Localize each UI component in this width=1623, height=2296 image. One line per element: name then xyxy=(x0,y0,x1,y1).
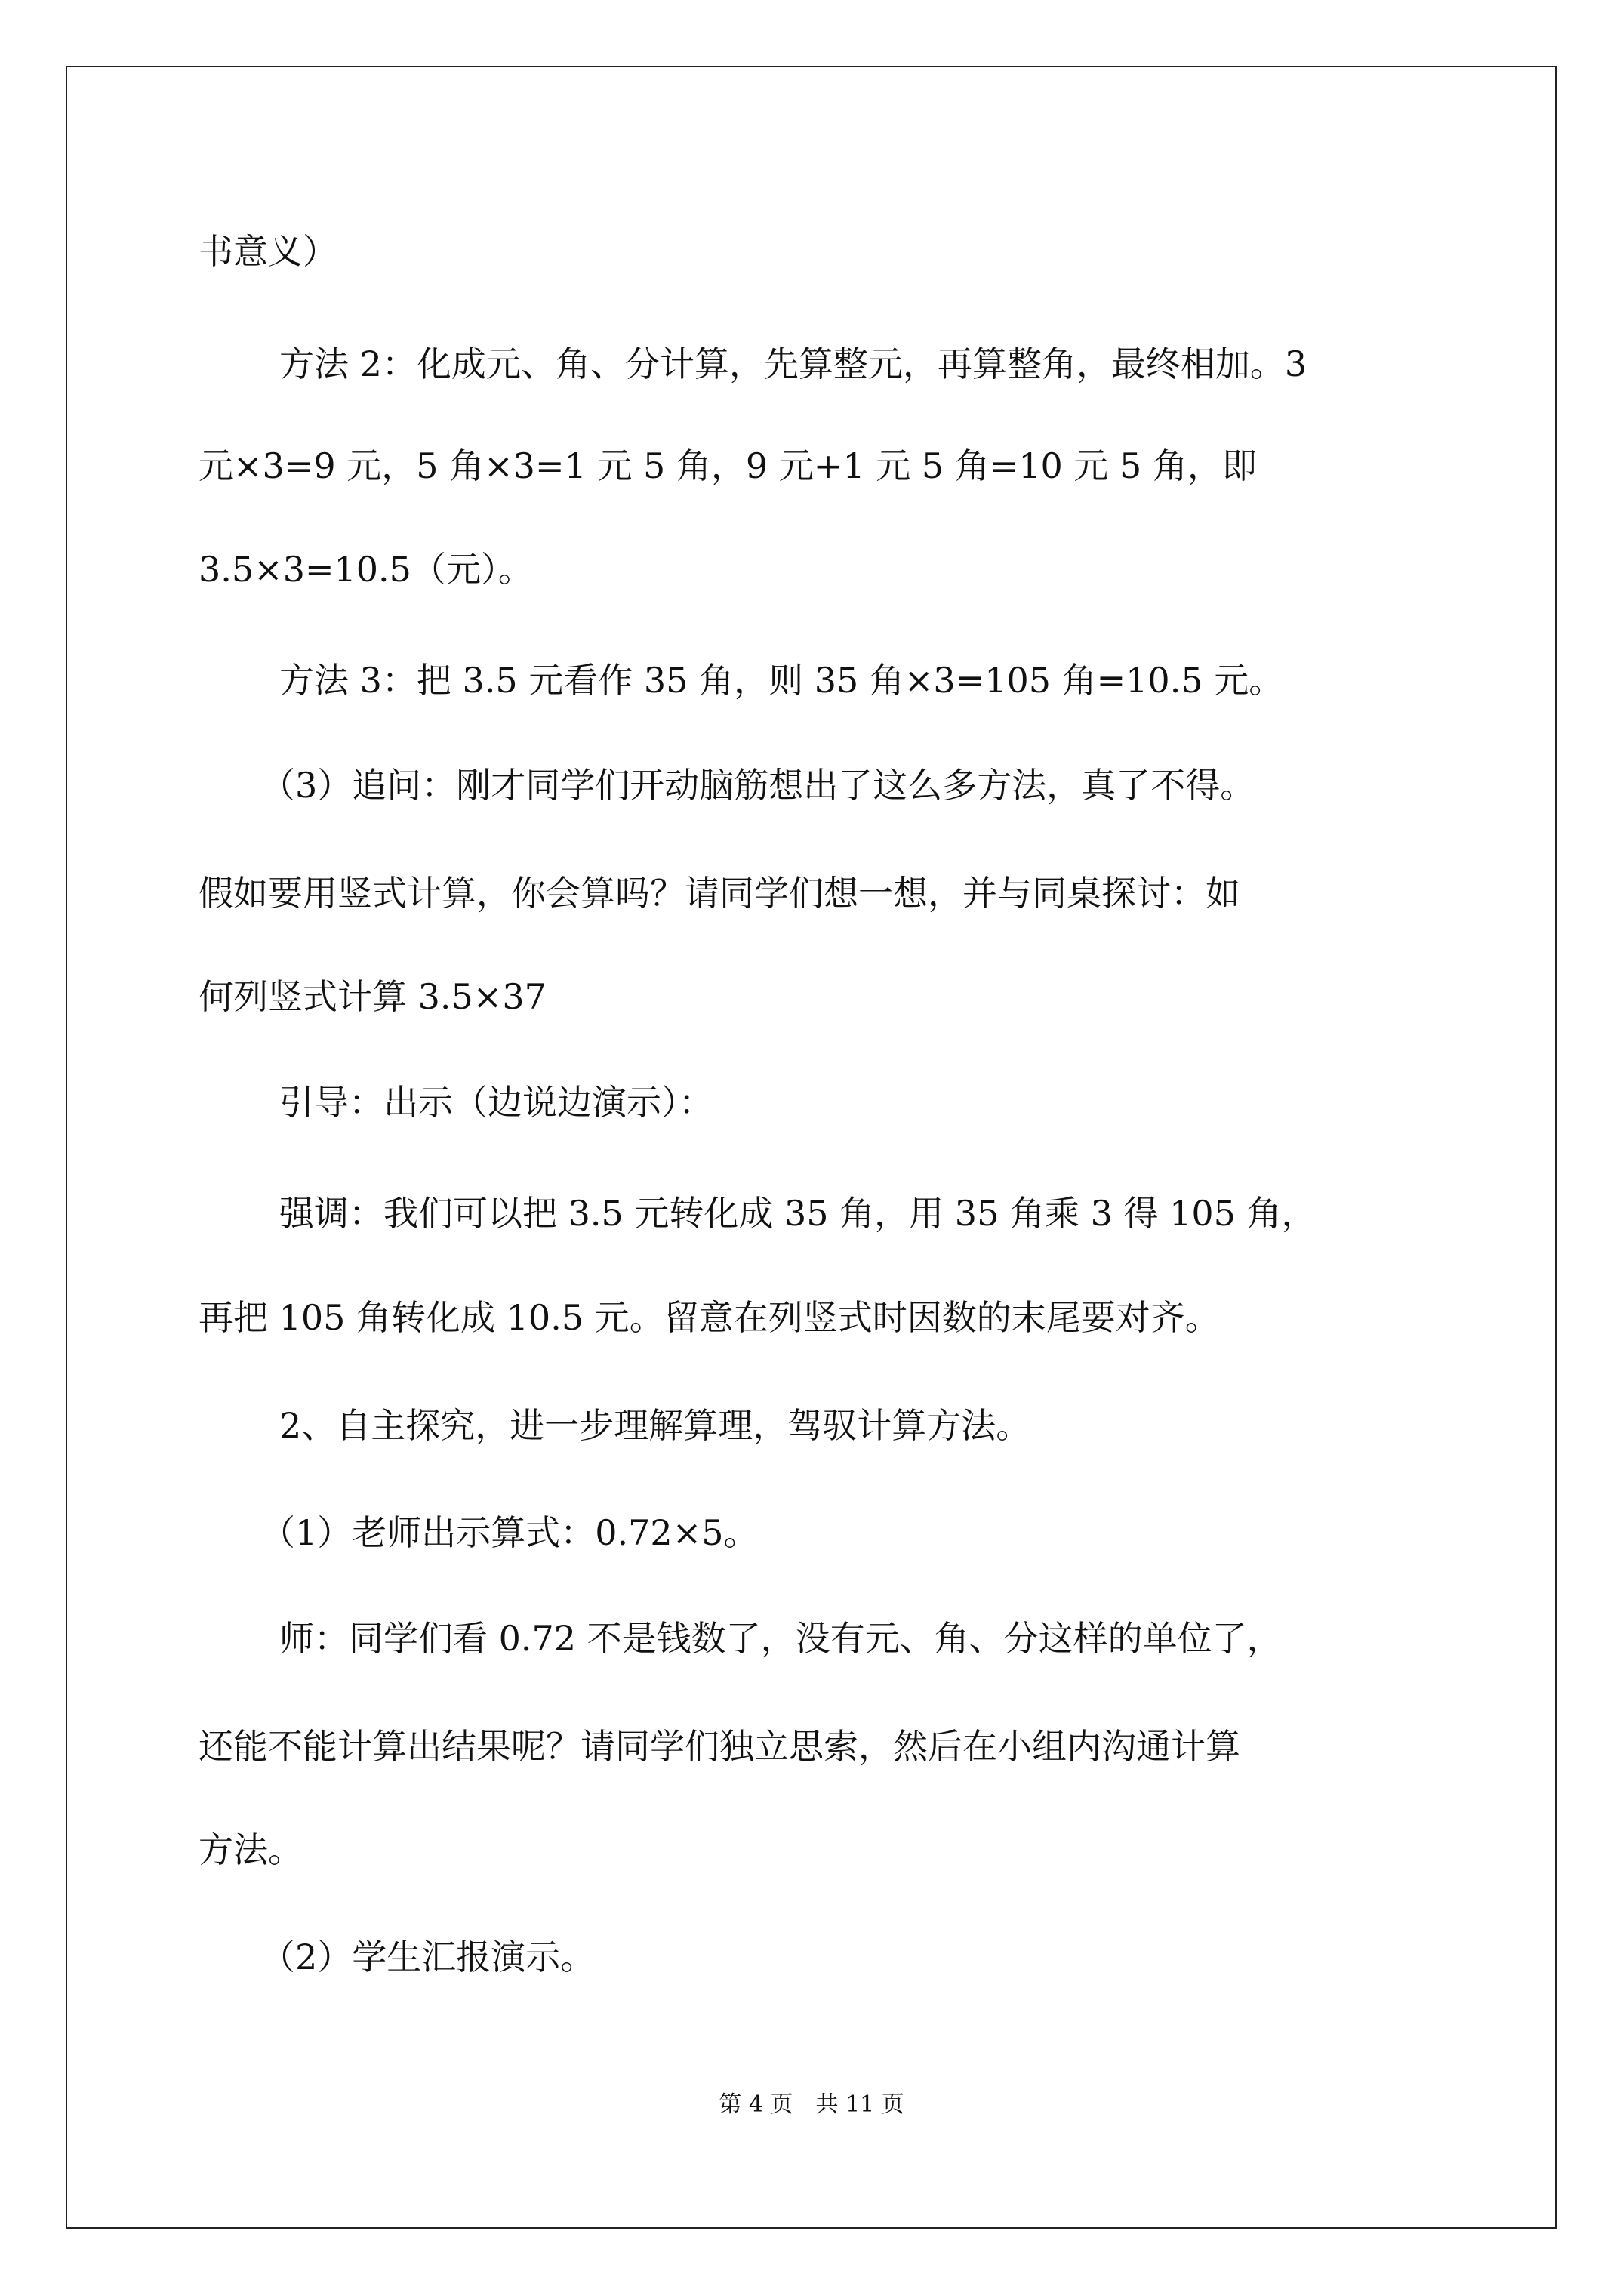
text-line-12: 2、自主探究，进一步理解算理，驾驭计算方法。 xyxy=(279,1405,1031,1446)
text-line-11: 再把 105 角转化成 10.5 元。留意在列竖式时因数的末尾要对齐。 xyxy=(199,1297,1220,1338)
text-line-7: 假如要用竖式计算，你会算吗？请同学们想一想，并与同桌探讨：如 xyxy=(199,873,1240,914)
text-line-1: 书意义） xyxy=(199,231,337,272)
text-line-8: 何列竖式计算 3.5×37 xyxy=(199,976,547,1017)
text-line-3: 元×3=9 元，5 角×3=1 元 5 角，9 元+1 元 5 角=10 元 5 角，即 xyxy=(199,445,1257,486)
text-line-2: 方法 2：化成元、角、分计算，先算整元，再算整角，最终相加。3 xyxy=(279,344,1307,384)
text-line-14: 师：同学们看 0.72 不是钱数了，没有元、角、分这样的单位了， xyxy=(279,1618,1282,1659)
text-line-6: （3）追问：刚才同学们开动脑筋想出了这么多方法，真了不得。 xyxy=(260,765,1255,806)
text-line-4: 3.5×3=10.5（元）。 xyxy=(199,549,533,590)
page-footer: 第 4 页 共 11 页 xyxy=(719,2091,904,2118)
page-border xyxy=(66,66,1557,2229)
text-line-13: （1）老师出示算式：0.72×5。 xyxy=(260,1512,759,1553)
text-line-17: （2）学生汇报演示。 xyxy=(260,1937,596,1977)
text-line-9: 引导：出示（边说边演示）： xyxy=(279,1082,713,1123)
text-line-10: 强调：我们可以把 3.5 元转化成 35 角，用 35 角乘 3 得 105 角， xyxy=(279,1193,1317,1234)
text-line-5: 方法 3：把 3.5 元看作 35 角，则 35 角×3=105 角=10.5 元。 xyxy=(279,660,1284,701)
text-line-16: 方法。 xyxy=(199,1829,303,1870)
text-line-15: 还能不能计算出结果呢？请同学们独立思索，然后在小组内沟通计算 xyxy=(199,1726,1240,1767)
